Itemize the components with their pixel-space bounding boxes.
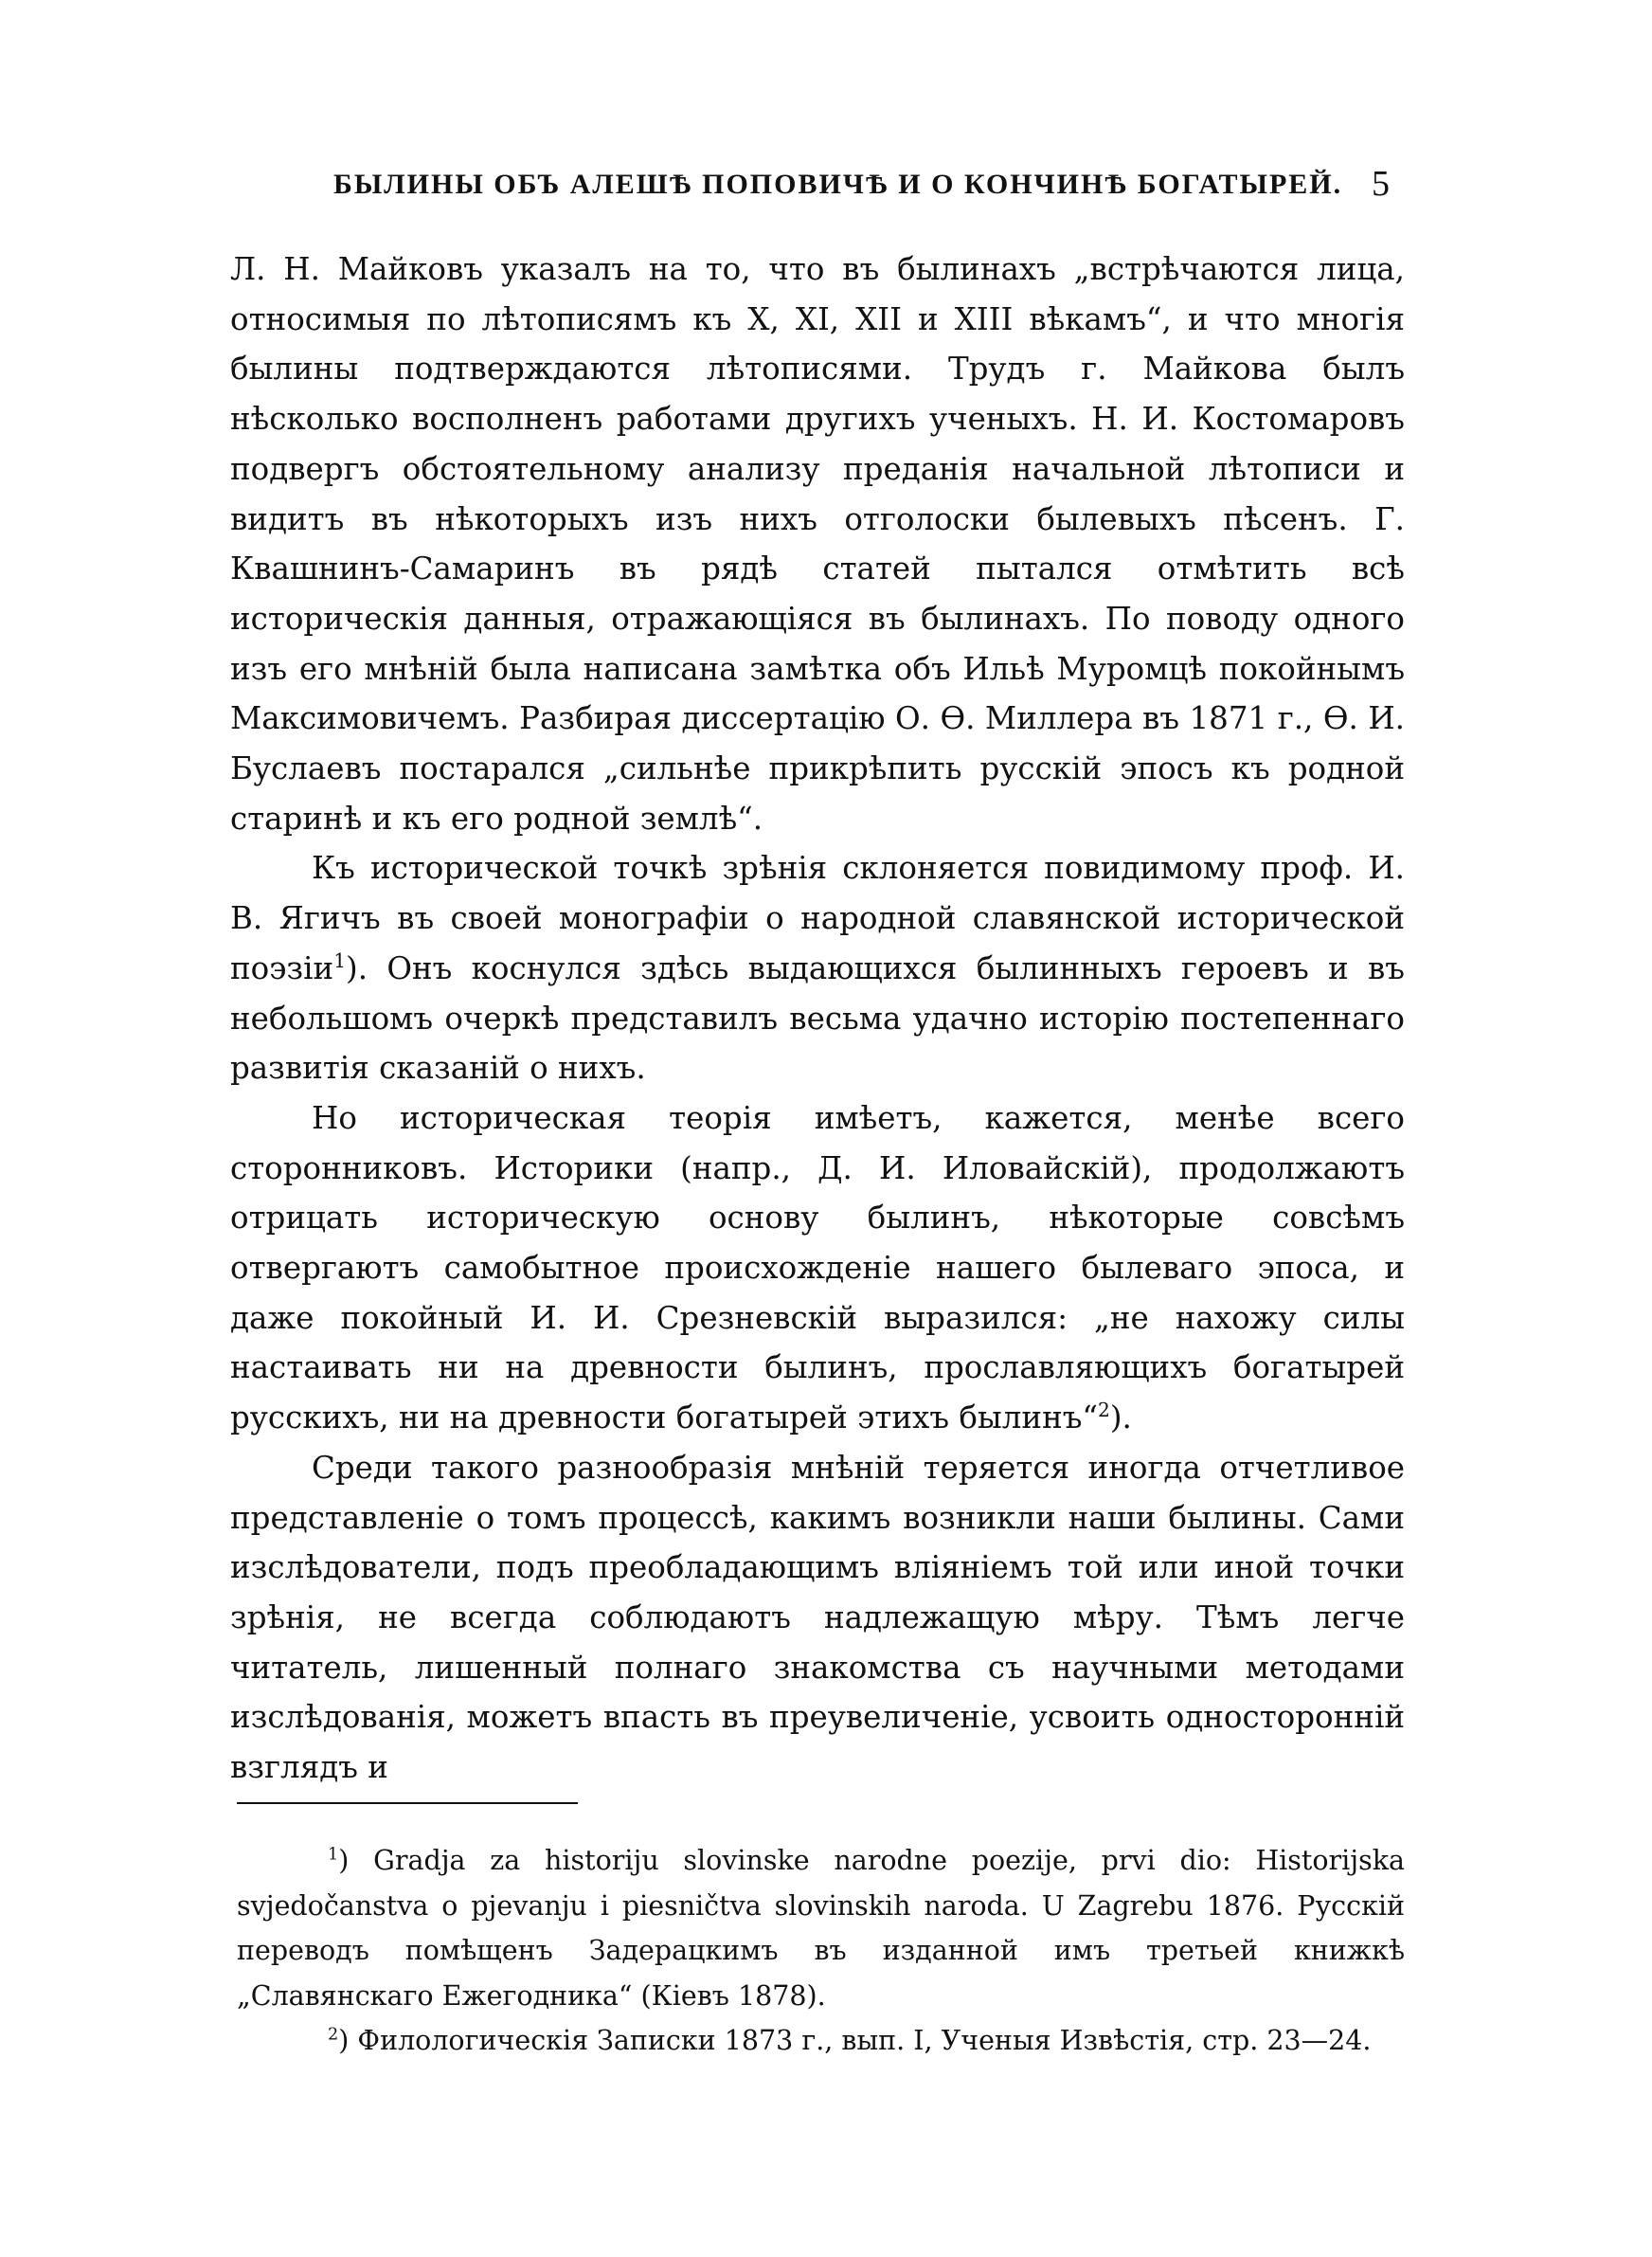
footnote-ref-1: 1 — [333, 949, 347, 973]
paragraph-4: Среди такого разнообразія мнѣній теряется иногда отчетливое представленіе о томъ процессѣ, какимъ возникли наши былины. Сами изслѣдователи, подъ преобладающимъ вліяніемъ той или иной точки зрѣнія, не всегда соблюдаютъ надлежащую мѣру. Тѣмъ легче читатель, лишенный полнаго знакомства съ научными методами изслѣдованія, можетъ впасть въ преувеличеніе, усвоить односторонній взглядъ и — [230, 1449, 1405, 1786]
footnote-2 — [237, 2018, 1405, 2064]
footnote-marker-1: 1 — [328, 1845, 339, 1865]
footnotes — [237, 1838, 1405, 2064]
paragraph-2-text-end: ). Онъ коснулся здѣсь выдающихся былинныхъ героевъ и въ небольшомъ очеркѣ представилъ весьма удачно исторію постепеннаго развитія сказаній о нихъ. — [230, 949, 1405, 1087]
footnote-marker-2: 2 — [328, 2025, 339, 2045]
footnote-1 — [237, 1838, 1405, 2018]
paragraph-2-text: Къ исторической точкѣ зрѣнія склоняется повидимому проф. И. В. Ягичъ въ своей монографіи о народной славянской исторической поэзіи — [230, 850, 1405, 986]
footnote-1-text: ) Gradja za historiju slovinske narodne poezije, prvi dio: Historijska svjedočanstva o pjevanju i piesničtva slovinskih naroda. U Zagrebu 1876. Русскій переводъ помѣщенъ Задерацкимъ въ изданной имъ третьей книжкѣ „Славянскаго Ежегодника“ (Кіевъ 1878). — [237, 1845, 1405, 2012]
footnote-2-text: ) Филологическія Записки 1873 г., вып. I, Ученыя Извѣстія, стр. 23—24. — [338, 2025, 1372, 2056]
paragraph-3-text-end: ). — [1109, 1399, 1132, 1436]
footnote-ref-2: 2 — [1098, 1399, 1110, 1422]
running-head: БЫЛИНЫ ОБЪ АЛЕШѢ ПОПОВИЧѢ И О КОНЧИНѢ БОГАТЫРЕЙ. — [333, 169, 1343, 200]
footnote-divider — [237, 1802, 578, 1804]
paragraph-3 — [230, 1093, 1405, 1443]
paragraph-3-text: Но историческая теорія имѣетъ, кажется, менѣе всего сторонниковъ. Историки (напр., Д. И. Иловайскій), продолжаютъ отрицать историческую основу былинъ, нѣкоторые совсѣмъ отвергаютъ самобытное происхожденіе нашего былеваго эпоса, и даже покойный И. И. Срезневскій выразился: „не нахожу силы настаивать ни на древности былинъ, прославляющихъ богатырей русскихъ, ни на древности богатырей этихъ былинъ“ — [230, 1099, 1405, 1436]
main-text — [230, 244, 1405, 1793]
paragraph-1: Л. Н. Майковъ указалъ на то, что въ былинахъ „встрѣчаются лица, относимыя по лѣтописямъ къ X, XI, XII и XIII вѣкамъ“, и что многія былины подтверждаются лѣтописями. Трудъ г. Майкова былъ нѣсколько восполненъ работами другихъ ученыхъ. Н. И. Костомаровъ подвергъ обстоятельному анализу преданія начальной лѣтописи и видитъ въ нѣкоторыхъ изъ нихъ отголоски былевыхъ пѣсенъ. Г. Квашнинъ-Самаринъ въ рядѣ статей пытался отмѣтить всѣ историческія данныя, отражающіяся въ былинахъ. По поводу одного изъ его мнѣній была написана замѣтка объ Ильѣ Муромцѣ покойнымъ Максимовичемъ. Разбирая диссертацію О. Ѳ. Миллера въ 1871 г., Ѳ. И. Буслаевъ постарался „сильнѣе прикрѣпить русскій эпосъ къ родной старинѣ и къ его родной землѣ“. — [230, 251, 1405, 837]
paragraph-2 — [230, 843, 1405, 1093]
page-number: 5 — [1372, 164, 1390, 204]
